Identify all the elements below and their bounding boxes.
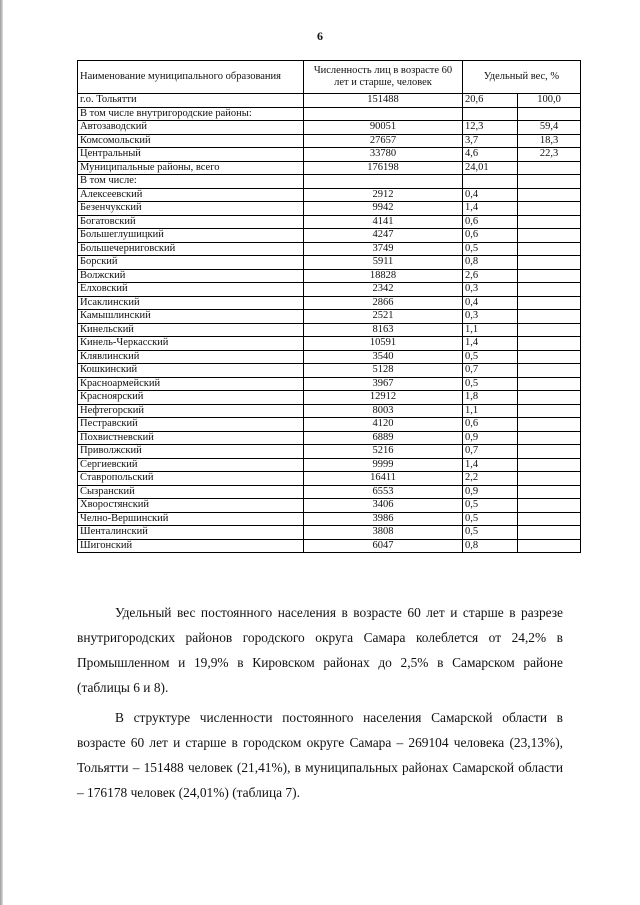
row-count-cell: 6553 [304, 485, 463, 499]
row-name-cell: Приволжский [78, 445, 304, 459]
row-name-cell: Кинельский [78, 323, 304, 337]
table-row [78, 296, 581, 310]
row-count-cell [304, 107, 463, 121]
row-count-cell: 3540 [304, 350, 463, 364]
row-name-cell: Комсомольский [78, 134, 304, 148]
row-weight-district-cell [518, 296, 581, 310]
row-name-cell: Сергиевский [78, 458, 304, 472]
header-weight: Удельный вес, % [463, 61, 581, 94]
table-row [78, 256, 581, 270]
header-count: Численность лиц в возрасте 60 лет и старше, человек [304, 61, 463, 94]
row-name-cell: Большечерниговский [78, 242, 304, 256]
paragraph-2 [77, 705, 563, 805]
row-weight-district-cell: 22,3 [518, 148, 581, 162]
row-name-cell: Челно-Вершинский [78, 512, 304, 526]
row-count-cell: 4141 [304, 215, 463, 229]
row-name-cell: Елховский [78, 283, 304, 297]
row-weight-district-cell [518, 377, 581, 391]
table-row [78, 310, 581, 324]
row-count-cell: 6047 [304, 539, 463, 553]
row-weight-total-cell: 1,1 [463, 404, 518, 418]
row-name-cell: Кинель-Черкасский [78, 337, 304, 351]
row-weight-total-cell: 0,9 [463, 431, 518, 445]
table-row [78, 499, 581, 513]
row-weight-district-cell [518, 323, 581, 337]
row-weight-total-cell: 1,1 [463, 323, 518, 337]
table-row [78, 364, 581, 378]
table-row [78, 512, 581, 526]
row-weight-district-cell [518, 107, 581, 121]
row-count-cell: 27657 [304, 134, 463, 148]
row-name-cell: Центральный [78, 148, 304, 162]
row-weight-total-cell [463, 175, 518, 189]
row-weight-district-cell [518, 485, 581, 499]
table-row [78, 337, 581, 351]
row-name-cell: Автозаводский [78, 121, 304, 135]
table-row [78, 188, 581, 202]
row-weight-total-cell: 12,3 [463, 121, 518, 135]
row-weight-total-cell: 0,6 [463, 215, 518, 229]
row-count-cell: 5216 [304, 445, 463, 459]
row-count-cell: 4120 [304, 418, 463, 432]
row-weight-district-cell [518, 175, 581, 189]
row-weight-district-cell [518, 526, 581, 540]
row-count-cell: 5128 [304, 364, 463, 378]
row-name-cell: Ставропольский [78, 472, 304, 486]
row-name-cell: Клявлинский [78, 350, 304, 364]
row-weight-total-cell: 2,2 [463, 472, 518, 486]
table-row [78, 134, 581, 148]
row-name-cell: Богатовский [78, 215, 304, 229]
row-weight-district-cell: 59,4 [518, 121, 581, 135]
row-count-cell: 90051 [304, 121, 463, 135]
row-name-cell: Красноярский [78, 391, 304, 405]
table-row [78, 539, 581, 553]
paragraph-2-text: В структуре численности постоянного населения Самарской области в возрасте 60 лет и старше в городском округе Самара – 269104 человека (23,13%), Тольятти – 151488 человек (21,41%), в муниципальных районах Самарской области – 176178 человек (24,01%) (таблица 7). [77, 710, 563, 800]
table-row [78, 485, 581, 499]
row-weight-total-cell: 24,01 [463, 161, 518, 175]
table-row [78, 283, 581, 297]
row-count-cell: 2342 [304, 283, 463, 297]
row-name-cell: Шенталинский [78, 526, 304, 540]
table-row [78, 445, 581, 459]
row-count-cell: 2866 [304, 296, 463, 310]
row-weight-district-cell [518, 391, 581, 405]
row-weight-district-cell [518, 202, 581, 216]
row-weight-total-cell: 0,4 [463, 188, 518, 202]
row-count-cell: 6889 [304, 431, 463, 445]
row-weight-district-cell [518, 472, 581, 486]
table-body [78, 94, 581, 553]
row-weight-total-cell: 0,5 [463, 377, 518, 391]
row-weight-total-cell: 1,8 [463, 391, 518, 405]
table-row [78, 526, 581, 540]
table-row [78, 161, 581, 175]
row-weight-total-cell: 0,8 [463, 256, 518, 270]
row-weight-total-cell: 0,7 [463, 364, 518, 378]
row-name-cell: Борский [78, 256, 304, 270]
table-row [78, 323, 581, 337]
row-weight-district-cell: 100,0 [518, 94, 581, 108]
table-row [78, 107, 581, 121]
table-row [78, 458, 581, 472]
row-name-cell: Пестравский [78, 418, 304, 432]
header-name: Наименование муниципального образования [78, 61, 304, 94]
row-count-cell: 18828 [304, 269, 463, 283]
row-count-cell: 16411 [304, 472, 463, 486]
table-row [78, 472, 581, 486]
table-row [78, 350, 581, 364]
row-name-cell: Безенчукский [78, 202, 304, 216]
row-count-cell: 10591 [304, 337, 463, 351]
paragraph-1-text: Удельный вес постоянного населения в возрасте 60 лет и старше в разрезе внутригородских районов городского округа Самара колеблется от 24,2% в Промышленном и 19,9% в Кировском районах до 2,5% в Самарском районе (таблицы 6 и 8). [77, 605, 563, 695]
row-weight-district-cell [518, 310, 581, 324]
row-weight-district-cell [518, 404, 581, 418]
table-row [78, 148, 581, 162]
row-name-cell: В том числе внутригородские районы: [78, 107, 304, 121]
population-table [77, 60, 581, 553]
table-row [78, 121, 581, 135]
row-name-cell: Большеглушицкий [78, 229, 304, 243]
row-weight-total-cell: 0,5 [463, 499, 518, 513]
table-row [78, 377, 581, 391]
row-count-cell: 4247 [304, 229, 463, 243]
row-weight-district-cell [518, 364, 581, 378]
table-row [78, 404, 581, 418]
row-weight-district-cell [518, 337, 581, 351]
row-name-cell: Волжский [78, 269, 304, 283]
row-count-cell: 176198 [304, 161, 463, 175]
table-row [78, 391, 581, 405]
row-name-cell: Алексеевский [78, 188, 304, 202]
row-weight-district-cell [518, 350, 581, 364]
row-count-cell [304, 175, 463, 189]
table-row [78, 202, 581, 216]
row-weight-total-cell: 0,5 [463, 526, 518, 540]
table-row [78, 418, 581, 432]
table-row [78, 215, 581, 229]
row-count-cell: 12912 [304, 391, 463, 405]
row-weight-district-cell [518, 512, 581, 526]
row-weight-total-cell: 0,3 [463, 310, 518, 324]
row-count-cell: 8003 [304, 404, 463, 418]
row-weight-total-cell: 1,4 [463, 337, 518, 351]
row-count-cell: 3986 [304, 512, 463, 526]
row-weight-district-cell [518, 188, 581, 202]
table-row [78, 175, 581, 189]
row-weight-district-cell [518, 269, 581, 283]
row-name-cell: Исаклинский [78, 296, 304, 310]
row-name-cell: Нефтегорский [78, 404, 304, 418]
row-count-cell: 3749 [304, 242, 463, 256]
row-count-cell: 3967 [304, 377, 463, 391]
table-row [78, 94, 581, 108]
row-weight-district-cell [518, 283, 581, 297]
row-weight-district-cell [518, 418, 581, 432]
row-weight-district-cell [518, 161, 581, 175]
row-weight-district-cell [518, 431, 581, 445]
row-count-cell: 9999 [304, 458, 463, 472]
row-weight-district-cell [518, 215, 581, 229]
table-row [78, 242, 581, 256]
row-weight-total-cell: 0,5 [463, 350, 518, 364]
row-name-cell: Муниципальные районы, всего [78, 161, 304, 175]
row-weight-district-cell [518, 458, 581, 472]
row-weight-district-cell [518, 229, 581, 243]
row-count-cell: 3808 [304, 526, 463, 540]
row-count-cell: 5911 [304, 256, 463, 270]
row-weight-total-cell: 0,8 [463, 539, 518, 553]
row-name-cell: В том числе: [78, 175, 304, 189]
row-weight-total-cell: 0,6 [463, 418, 518, 432]
row-weight-total-cell: 0,3 [463, 283, 518, 297]
row-weight-total-cell: 20,6 [463, 94, 518, 108]
row-name-cell: г.о. Тольятти [78, 94, 304, 108]
row-weight-total-cell: 1,4 [463, 458, 518, 472]
table-header-row [78, 61, 581, 94]
table-row [78, 269, 581, 283]
row-count-cell: 2912 [304, 188, 463, 202]
row-weight-total-cell [463, 107, 518, 121]
row-count-cell: 8163 [304, 323, 463, 337]
row-name-cell: Камышлинский [78, 310, 304, 324]
row-weight-total-cell: 1,4 [463, 202, 518, 216]
row-weight-district-cell [518, 539, 581, 553]
row-weight-district-cell [518, 499, 581, 513]
row-count-cell: 9942 [304, 202, 463, 216]
row-weight-total-cell: 4,6 [463, 148, 518, 162]
row-name-cell: Сызранский [78, 485, 304, 499]
row-weight-total-cell: 0,6 [463, 229, 518, 243]
table-row [78, 229, 581, 243]
table-row [78, 431, 581, 445]
row-count-cell: 151488 [304, 94, 463, 108]
row-weight-district-cell [518, 445, 581, 459]
page-number: 6 [317, 29, 323, 43]
row-name-cell: Шигонский [78, 539, 304, 553]
row-name-cell: Кошкинский [78, 364, 304, 378]
row-weight-district-cell [518, 256, 581, 270]
row-name-cell: Похвистневский [78, 431, 304, 445]
row-name-cell: Хворостянский [78, 499, 304, 513]
row-count-cell: 3406 [304, 499, 463, 513]
row-weight-district-cell: 18,3 [518, 134, 581, 148]
row-weight-total-cell: 0,7 [463, 445, 518, 459]
row-weight-total-cell: 0,9 [463, 485, 518, 499]
row-count-cell: 33780 [304, 148, 463, 162]
scan-edge [0, 0, 3, 905]
row-weight-total-cell: 2,6 [463, 269, 518, 283]
row-weight-total-cell: 0,4 [463, 296, 518, 310]
row-weight-total-cell: 3,7 [463, 134, 518, 148]
row-count-cell: 2521 [304, 310, 463, 324]
row-weight-total-cell: 0,5 [463, 512, 518, 526]
row-weight-district-cell [518, 242, 581, 256]
row-name-cell: Красноармейский [78, 377, 304, 391]
paragraph-1 [77, 600, 563, 700]
row-weight-total-cell: 0,5 [463, 242, 518, 256]
